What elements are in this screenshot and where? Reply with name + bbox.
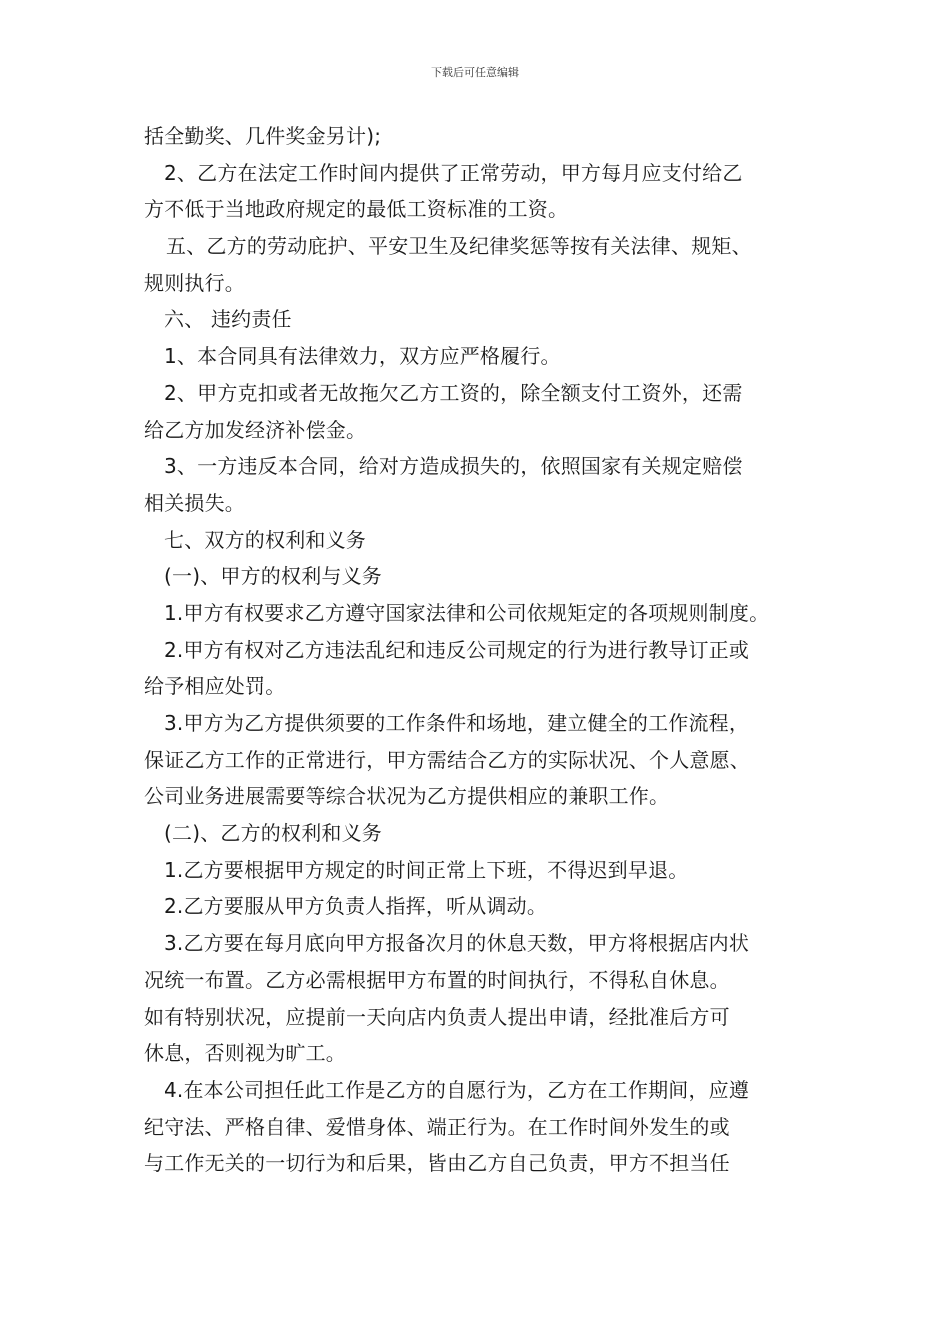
paragraph-line: 方不低于当地政府规定的最低工资标准的工资。 bbox=[144, 197, 569, 222]
paragraph-line: 2、乙方在法定工作时间内提供了正常劳动，甲方每月应支付给乙 bbox=[164, 160, 743, 185]
document-body bbox=[144, 118, 824, 1182]
paragraph-line: 休息，否则视为旷工。 bbox=[144, 1041, 346, 1066]
paragraph-line: 与工作无关的一切行为和后果，皆由乙方自己负责，甲方不担当任 bbox=[144, 1151, 730, 1176]
paragraph-line: 如有特别状况，应提前一天向店内负责人提出申请，经批准后方可 bbox=[144, 1004, 730, 1029]
section-heading: 五、乙方的劳动庇护、平安卫生及纪律奖惩等按有关法律、规矩、 bbox=[166, 234, 752, 259]
paragraph-line: 给予相应处罚。 bbox=[144, 674, 286, 699]
paragraph-line: 纪守法、严格自律、爱惜身体、端正行为。在工作时间外发生的或 bbox=[144, 1114, 730, 1139]
section-heading: 七、双方的权利和义务 bbox=[164, 527, 366, 552]
paragraph-line: 1、本合同具有法律效力，双方应严格履行。 bbox=[164, 344, 561, 369]
paragraph-line: 况统一布置。乙方必需根据甲方布置的时间执行，不得私自休息。 bbox=[144, 967, 730, 992]
paragraph-line: 给乙方加发经济补偿金。 bbox=[144, 417, 367, 442]
section-heading: 六、 违约责任 bbox=[164, 307, 292, 332]
paragraph-line: 规则执行。 bbox=[144, 270, 245, 295]
paragraph-line: 公司业务进展需要等综合状况为乙方提供相应的兼职工作。 bbox=[144, 784, 670, 809]
paragraph-line: 4.在本公司担任此工作是乙方的自愿行为，乙方在工作期间，应遵 bbox=[164, 1077, 750, 1102]
subsection-heading: (一)、甲方的权利与义务 bbox=[164, 564, 383, 589]
paragraph-line: 保证乙方工作的正常进行，甲方需结合乙方的实际状况、个人意愿、 bbox=[144, 747, 750, 772]
paragraph-line: 2.乙方要服从甲方负责人指挥，听从调动。 bbox=[164, 894, 548, 919]
subsection-heading: (二)、乙方的权利和义务 bbox=[164, 821, 383, 846]
paragraph-line: 2、甲方克扣或者无故拖欠乙方工资的，除全额支付工资外，还需 bbox=[164, 380, 743, 405]
paragraph-line: 1.甲方有权要求乙方遵守国家法律和公司依规矩定的各项规则制度。 bbox=[164, 600, 770, 625]
page-header: 下载后可任意编辑 bbox=[431, 66, 519, 79]
paragraph-line: 相关损失。 bbox=[144, 490, 245, 515]
paragraph-line: 3、一方违反本合同，给对方造成损失的，依照国家有关规定赔偿 bbox=[164, 454, 743, 479]
paragraph-line: 括全勤奖、几件奖金另计); bbox=[144, 124, 382, 148]
paragraph-line: 3.甲方为乙方提供须要的工作条件和场地，建立健全的工作流程， bbox=[164, 711, 750, 735]
paragraph-line: 2.甲方有权对乙方违法乱纪和违反公司规定的行为进行教导订正或 bbox=[164, 637, 750, 662]
paragraph-line: 3.乙方要在每月底向甲方报备次月的休息天数，甲方将根据店内状 bbox=[164, 931, 750, 956]
paragraph-line: 1.乙方要根据甲方规定的时间正常上下班，不得迟到早退。 bbox=[164, 857, 689, 882]
